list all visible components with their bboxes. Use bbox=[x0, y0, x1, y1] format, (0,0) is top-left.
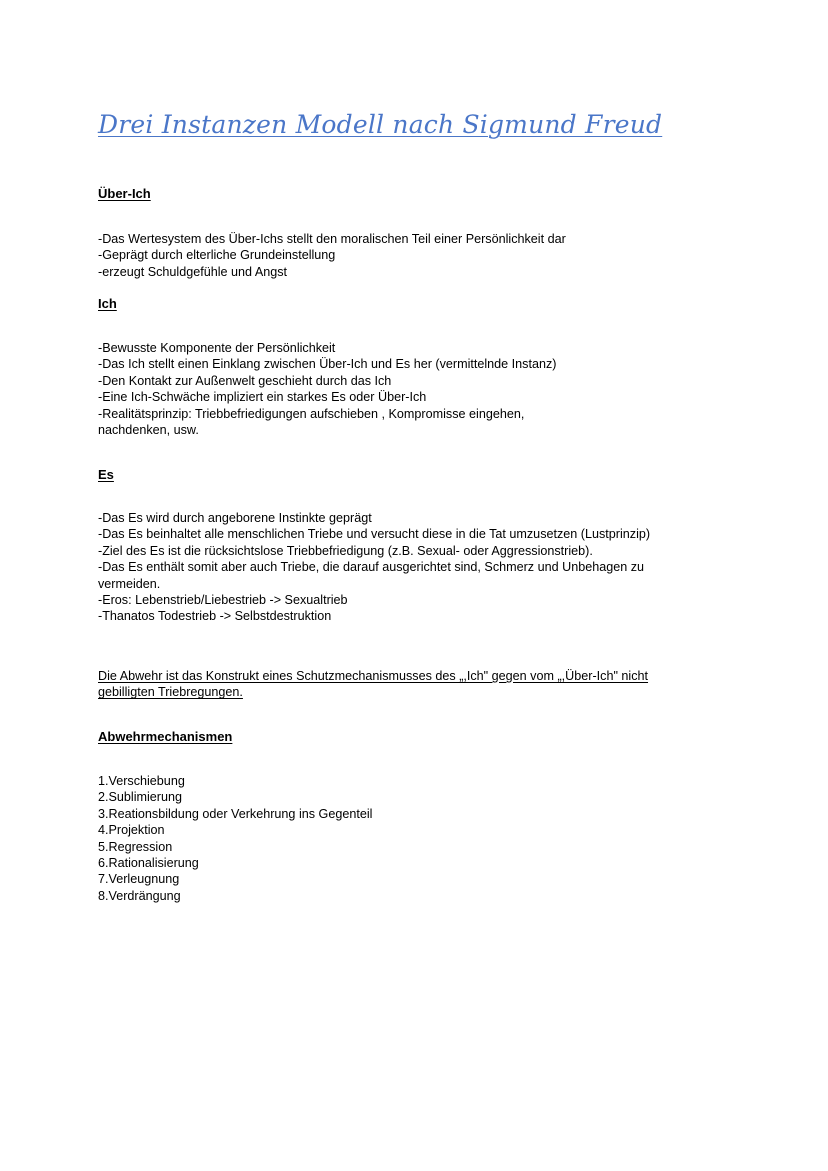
list-item: 6.Rationalisierung bbox=[98, 856, 199, 871]
list-item: -Das Wertesystem des Über-Ichs stellt den moralischen Teil einer Persönlichkeit dar bbox=[98, 232, 566, 246]
list-item: -Das Es beinhaltet alle menschlichen Triebe und versucht diese in die Tat umzusetzen (Lustprinzip) bbox=[98, 527, 651, 542]
list-item: 7.Verleugnung bbox=[98, 872, 180, 887]
list-item: -Das Es wird durch angeborene Instinkte geprägt bbox=[98, 511, 372, 525]
list-item: -Den Kontakt zur Außenwelt geschieht durch das Ich bbox=[98, 373, 392, 388]
list-item: -Eros: Lebenstrieb/Liebestrieb -> Sexualtrieb bbox=[98, 593, 348, 608]
list-item: -Bewusste Komponente der Persönlichkeit bbox=[98, 341, 336, 355]
list-item: 4.Projektion bbox=[98, 823, 165, 838]
list-item: nachdenken, usw. bbox=[98, 423, 199, 438]
heading-es: Es bbox=[98, 467, 114, 482]
list-item: -Das Es enthält somit aber auch Triebe, die darauf ausgerichtet sind, Schmerz und Unbehagen zu bbox=[98, 560, 645, 575]
list-item: -Realitätsprinzip: Triebbefriedigungen aufschieben , Kompromisse eingehen, bbox=[98, 406, 525, 421]
document-title: Drei Instanzen Modell nach Sigmund Freud bbox=[98, 110, 663, 139]
list-item: -Ziel des Es ist die rücksichtslose Triebbefriedigung (z.B. Sexual- oder Aggressionstrieb). bbox=[98, 543, 593, 558]
es-list bbox=[98, 510, 650, 625]
list-item: -erzeugt Schuldgefühle und Angst bbox=[98, 264, 288, 279]
abwehr-definition: Die Abwehr ist das Konstrukt eines Schutzmechanismusses des „,Ich" gegen vom „,Über-Ich" nicht gebilligten Triebregungen. bbox=[98, 669, 649, 700]
list-item: -Das Ich stellt einen Einklang zwischen Über-Ich und Es her (vermittelnde Instanz) bbox=[98, 357, 557, 372]
list-item: 8.Verdrängung bbox=[98, 888, 181, 903]
heading-abwehrmechanismen: Abwehrmechanismen bbox=[98, 729, 233, 744]
heading-ueber-ich: Über-Ich bbox=[98, 186, 151, 201]
list-item: -Thanatos Todestrieb -> Selbstdestruktion bbox=[98, 609, 332, 624]
list-item: 3.Reationsbildung oder Verkehrung ins Gegenteil bbox=[98, 806, 373, 821]
list-item: vermeiden. bbox=[98, 576, 161, 591]
ueber-ich-list bbox=[98, 231, 566, 280]
list-item: 2.Sublimierung bbox=[98, 790, 183, 805]
list-item: -Geprägt durch elterliche Grundeinstellung bbox=[98, 248, 336, 263]
list-item: -Eine Ich-Schwäche impliziert ein starkes Es oder Über-Ich bbox=[98, 390, 427, 405]
abwehrmechanismen-list bbox=[98, 773, 372, 904]
ich-list bbox=[98, 340, 556, 438]
heading-ich: Ich bbox=[98, 296, 117, 311]
list-item: 1.Verschiebung bbox=[98, 774, 185, 788]
list-item: 5.Regression bbox=[98, 839, 173, 854]
